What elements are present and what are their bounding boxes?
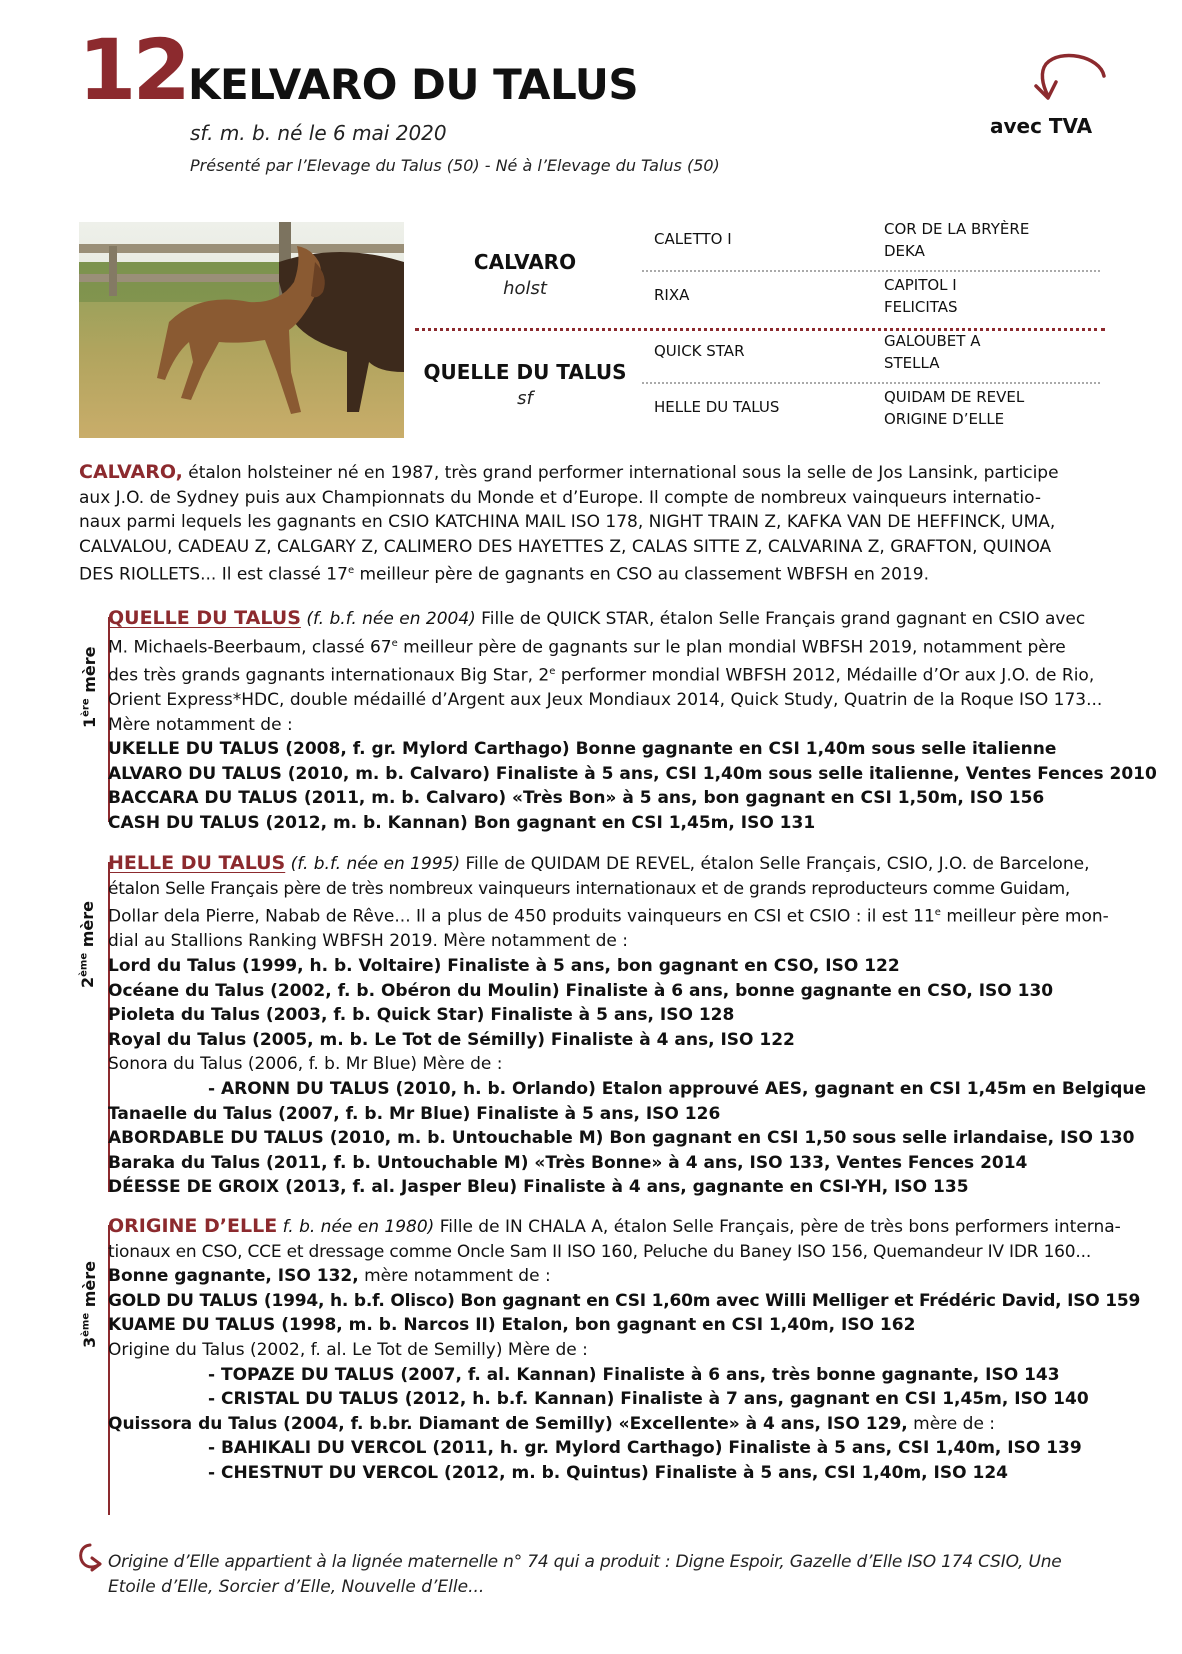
offspring-row: Océane du Talus (2002, f. b. Obéron du Moulin) Finaliste à 6 ans, bonne gagnante en CSO, ISO 130	[108, 980, 1054, 1001]
sire-text-name: CALVARO,	[79, 461, 183, 483]
mere3-section	[108, 1214, 1141, 1486]
offspring-row: Tanaelle du Talus (2007, f. b. Mr Blue) Finaliste à 5 ans, ISO 126	[108, 1103, 721, 1124]
ggp-name: FELICITAS	[884, 298, 958, 316]
pedigree-sire	[420, 250, 630, 299]
ggp-name: STELLA	[884, 354, 940, 372]
offspring-row: Royal du Talus (2005, m. b. Le Tot de Sémilly) Finaliste à 4 ans, ISO 122	[108, 1029, 795, 1050]
text-line: mère de :	[907, 1413, 996, 1434]
sire-name: CALVARO	[473, 250, 577, 274]
mere3-info: f. b. née en 1980)	[277, 1217, 435, 1237]
text-line: des très grands gagnants internationaux Big Star, 2	[108, 665, 550, 686]
text-line: aux J.O. de Sydney puis aux Championnats du Monde et d’Europe. Il compte de nombreux vainqueurs internatio-	[79, 487, 1042, 508]
text-line: Fille de QUICK STAR, étalon Selle Français grand gagnant en CSIO avec	[475, 609, 1086, 629]
offspring-subrow: - ARONN DU TALUS (2010, h. b. Orlando) Etalon approuvé AES, gagnant en CSI 1,45m en Belgique	[208, 1079, 1146, 1099]
sire-breed: holst	[503, 278, 547, 299]
mere3-name: ORIGINE D’ELLE	[108, 1215, 278, 1237]
superscript: e	[549, 665, 556, 677]
offspring-row: GOLD DU TALUS (1994, h. b.f. Olisco) Bon gagnant en CSI 1,60m avec Willi Melliger et Frédéric David, ISO 159	[108, 1290, 1141, 1311]
offspring-row: Baraka du Talus (2011, f. b. Untouchable M) «Très Bonne» à 4 ans, ISO 133, Ventes Fences 2014	[108, 1152, 1028, 1173]
text-line: dial au Stallions Ranking WBFSH 2019. Mère notamment de :	[108, 931, 628, 952]
text-line: tionaux en CSO, CCE et dressage comme Oncle Sam II ISO 160, Peluche du Baney ISO 156, Quemandeur IV IDR 160...	[108, 1241, 1092, 1262]
mere2-section	[108, 851, 1146, 1200]
text-line: étalon Selle Français père de très nombreux vainqueurs internationaux et de grands reproducteurs comme Guidam,	[108, 878, 1071, 899]
ggp-group-3	[884, 330, 980, 374]
curved-arrow-icon	[1020, 50, 1110, 110]
text-line: naux parmi lequels les gagnants en CSIO KATCHINA MAIL ISO 178, NIGHT TRAIN Z, KAFKA VAN DE HEFFINCK, UMA,	[79, 512, 1056, 533]
text-line: Orient Express*HDC, double médaillé d’Argent aux Jeux Mondiaux 2014, Quick Study, Quatrin de la Roque ISO 173...	[108, 690, 1103, 711]
tva-label: avec TVA	[990, 114, 1093, 138]
offspring-row: CASH DU TALUS (2012, m. b. Kannan) Bon gagnant en CSI 1,45m, ISO 131	[108, 813, 816, 834]
grandsire-maternal: QUICK STAR	[654, 342, 745, 360]
offspring-row: Sonora du Talus (2006, f. b. Mr Blue) Mère de :	[108, 1054, 503, 1075]
offspring-row: Origine du Talus (2002, f. al. Le Tot de Semilly) Mère de :	[108, 1339, 588, 1360]
ggp-group-4	[884, 386, 1024, 430]
horse-name: KELVARO DU TALUS	[188, 60, 639, 109]
ggp-name: DEKA	[884, 242, 925, 260]
mere2-name: HELLE DU TALUS	[108, 852, 286, 874]
pedigree-main-divider	[415, 328, 1105, 331]
granddam-paternal: RIXA	[654, 286, 690, 304]
offspring-subrow: - BAHIKALI DU VERCOL (2011, h. gr. Mylord Carthago) Finaliste à 5 ans, CSI 1,40m, ISO 139	[208, 1438, 1082, 1459]
offspring-row: ALVARO DU TALUS (2010, m. b. Calvaro) Finaliste à 5 ans, CSI 1,40m sous selle italienne, Ventes Fences 2010	[108, 763, 1157, 784]
pedigree-divider	[642, 382, 1100, 384]
offspring-row: ABORDABLE DU TALUS (2010, m. b. Untouchable M) Bon gagnant en CSI 1,50 sous selle irlandaise, ISO 130	[108, 1128, 1135, 1149]
bonne-gagnante: Bonne gagnante, ISO 132,	[108, 1266, 359, 1287]
horse-description: sf. m. b. né le 6 mai 2020	[190, 121, 447, 145]
offspring-row: KUAME DU TALUS (1998, m. b. Narcos II) Etalon, bon gagnant en CSI 1,40m, ISO 162	[108, 1315, 916, 1336]
text-line: meilleur père mon-	[940, 906, 1109, 927]
lot-number: 12	[78, 21, 187, 119]
offspring-row: BACCARA DU TALUS (2011, m. b. Calvaro) «Très Bon» à 5 ans, bon gagnant en CSI 1,50m, ISO 156	[108, 788, 1045, 809]
superscript: e	[934, 907, 941, 919]
text-line: performer mondial WBFSH 2012, Médaille d’Or aux J.O. de Rio,	[555, 665, 1095, 686]
return-arrow-icon	[76, 1542, 104, 1572]
foal-photo	[79, 222, 404, 438]
dam-breed: sf	[517, 388, 533, 409]
superscript: e	[347, 565, 355, 577]
offspring-row: DÉESSE DE GROIX (2013, f. al. Jasper Bleu) Finaliste à 4 ans, gagnante en CSI-YH, ISO 135	[108, 1177, 969, 1198]
text-line: Mère notamment de :	[108, 714, 293, 735]
offspring-row: Pioleta du Talus (2003, f. b. Quick Star) Finaliste à 5 ans, ISO 128	[108, 1005, 735, 1026]
footnote-line: Origine d’Elle appartient à la lignée maternelle n° 74 qui a produit : Digne Espoir, Gazelle d’Elle ISO 174 CSIO, Une	[108, 1552, 1062, 1572]
text-line: Dollar dela Pierre, Nabab de Rêve... Il a plus de 450 produits vainqueurs en CSI et CSIO : il est 11	[108, 906, 935, 927]
foal-photo-illustration	[79, 222, 404, 438]
text-line: étalon holsteiner né en 1987, très grand performer international sous la selle de Jos Lansink, participe	[182, 463, 1059, 483]
text-line: M. Michaels-Beerbaum, classé 67	[108, 637, 392, 658]
mere1-name: QUELLE DU TALUS	[108, 607, 301, 629]
superscript: e	[391, 637, 398, 649]
ggp-name: QUIDAM DE REVEL	[884, 388, 1025, 406]
ggp-group-1	[884, 218, 1029, 262]
text-line: DES RIOLLETS... Il est classé 17	[79, 565, 348, 586]
offspring-row: UKELLE DU TALUS (2008, f. gr. Mylord Carthago) Bonne gagnante en CSI 1,40m sous selle italienne	[108, 739, 1057, 760]
presenter-line: Présenté par l’Elevage du Talus (50) - Né à l’Elevage du Talus (50)	[190, 156, 720, 175]
mere1-section	[108, 606, 1157, 836]
offspring-subrow: - TOPAZE DU TALUS (2007, f. al. Kannan) Finaliste à 6 ans, très bonne gagnante, ISO 143	[208, 1364, 1060, 1385]
section-label-2: 2ème mère	[78, 901, 97, 988]
footnote	[108, 1550, 1098, 1599]
tva-block	[980, 50, 1120, 140]
pedigree-dam	[420, 360, 630, 409]
ggp-name: ORIGINE D’ELLE	[884, 410, 1005, 428]
section-label-3: 3ème mère	[80, 1261, 99, 1348]
footnote-line: Etoile d’Elle, Sorcier d’Elle, Nouvelle d’Elle...	[108, 1576, 485, 1597]
mere1-info: (f. b.f. née en 2004)	[300, 609, 476, 629]
pedigree-divider	[642, 270, 1100, 272]
mere2-info: (f. b.f. née en 1995)	[285, 854, 461, 874]
ggp-name: COR DE LA BRYÈRE	[884, 220, 1030, 238]
sire-paragraph	[79, 460, 1109, 588]
grandsire-paternal: CALETTO I	[654, 230, 732, 248]
offspring-row: Quissora du Talus (2004, f. b.br. Diamant de Semilly) «Excellente» à 4 ans, ISO 129,	[108, 1413, 908, 1434]
text-line: Fille de QUIDAM DE REVEL, étalon Selle Français, CSIO, J.O. de Barcelone,	[460, 854, 1090, 874]
offspring-row: Lord du Talus (1999, h. b. Voltaire) Finaliste à 5 ans, bon gagnant en CSO, ISO 122	[108, 956, 900, 977]
granddam-maternal: HELLE DU TALUS	[654, 398, 780, 416]
offspring-subrow: - CRISTAL DU TALUS (2012, h. b.f. Kannan) Finaliste à 7 ans, gagnant en CSI 1,45m, ISO 140	[208, 1389, 1089, 1410]
ggp-group-2	[884, 274, 958, 318]
text-line: meilleur père de gagnants en CSO au classement WBFSH en 2019.	[354, 565, 930, 586]
text-line: CALVALOU, CADEAU Z, CALGARY Z, CALIMERO DES HAYETTES Z, CALAS SITTE Z, CALVARINA Z, GRAFTON, QUINOA	[79, 536, 1052, 557]
section-label-1: 1ère mère	[80, 646, 99, 728]
ggp-name: GALOUBET A	[884, 332, 981, 350]
dam-name: QUELLE DU TALUS	[423, 360, 627, 384]
ggp-name: CAPITOL I	[884, 276, 957, 294]
text-line: mère notamment de :	[358, 1266, 551, 1287]
text-line: meilleur père de gagnants sur le plan mondial WBFSH 2019, notamment père	[397, 637, 1066, 658]
text-line: Fille de IN CHALA A, étalon Selle Français, père de très bons performers interna-	[434, 1217, 1121, 1237]
offspring-subrow: - CHESTNUT DU VERCOL (2012, m. b. Quintus) Finaliste à 5 ans, CSI 1,40m, ISO 124	[208, 1462, 1008, 1483]
